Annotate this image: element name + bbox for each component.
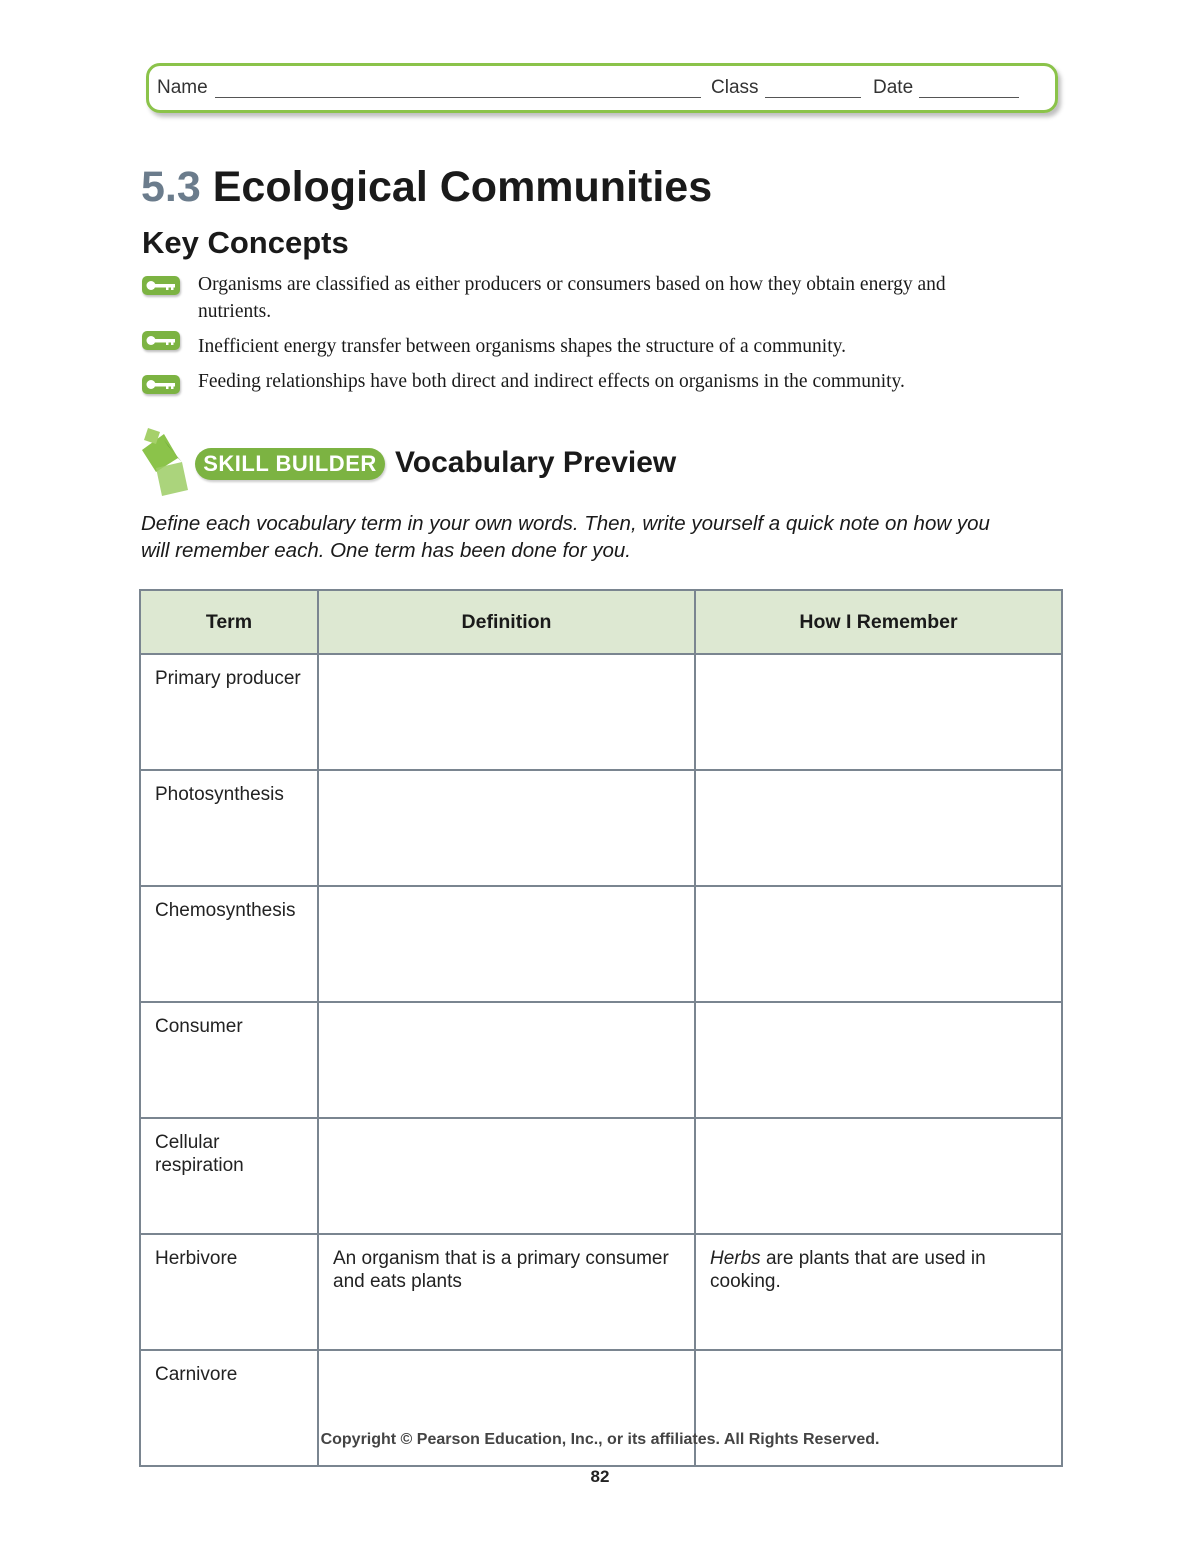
table-row — [140, 654, 1062, 770]
key-icon — [142, 375, 180, 394]
key-icon — [142, 331, 180, 350]
remember-cell — [695, 1234, 1062, 1350]
term-cell: Chemosynthesis — [140, 886, 318, 1002]
remember-cell[interactable] — [695, 886, 1062, 1002]
key-icon — [142, 276, 180, 295]
remember-cell[interactable] — [695, 654, 1062, 770]
table-row — [140, 1234, 1062, 1350]
vocabulary-table — [139, 589, 1063, 1467]
remember-emphasis: Herbs — [710, 1248, 761, 1269]
page-number: 82 — [590, 1467, 610, 1486]
name-label: Name — [157, 77, 208, 98]
name-field[interactable] — [215, 97, 701, 98]
copyright-notice: Copyright © Pearson Education, Inc., or its affiliates. All Rights Reserved. — [320, 1431, 880, 1448]
skill-builder-title: Vocabulary Preview — [395, 446, 677, 479]
term-cell: Cellular respiration — [140, 1118, 318, 1234]
name-class-date-box — [146, 63, 1058, 113]
definition-cell[interactable] — [318, 1002, 695, 1118]
column-header-how-i-remember: How I Remember — [695, 590, 1062, 654]
table-row — [140, 770, 1062, 886]
remember-text: are plants that are used in cooking. — [710, 1248, 986, 1292]
term-cell: Photosynthesis — [140, 770, 318, 886]
column-header-definition: Definition — [318, 590, 695, 654]
table-row — [140, 1002, 1062, 1118]
definition-cell[interactable] — [318, 654, 695, 770]
definition-cell: An organism that is a primary consumer and eats plants — [318, 1234, 695, 1350]
term-cell: Primary producer — [140, 654, 318, 770]
section-title: Ecological Communities — [212, 163, 713, 211]
remember-cell[interactable] — [695, 1002, 1062, 1118]
key-concepts-heading: Key Concepts — [142, 225, 349, 260]
column-header-term: Term — [140, 590, 318, 654]
instructions: Define each vocabulary term in your own words. Then, write yourself a quick note on how you will remember each. One term has been done for you. — [141, 512, 990, 562]
skill-builder-badge: SKILL BUILDER — [195, 448, 385, 480]
term-cell: Consumer — [140, 1002, 318, 1118]
definition-cell[interactable] — [318, 770, 695, 886]
key-concept-text: Organisms are classified as either producers or consumers based on how they obtain energy and nutrients. — [198, 274, 946, 322]
key-concept-text: Inefficient energy transfer between organisms shapes the structure of a community. — [198, 336, 846, 357]
date-label: Date — [873, 77, 914, 98]
section-number: 5.3 — [141, 163, 201, 211]
definition-cell[interactable] — [318, 886, 695, 1002]
date-field[interactable] — [919, 97, 1019, 98]
definition-cell[interactable] — [318, 1118, 695, 1234]
page-title — [141, 163, 712, 212]
table-row — [140, 886, 1062, 1002]
class-field[interactable] — [765, 97, 861, 98]
table-header-row — [140, 590, 1062, 654]
term-cell: Carnivore — [140, 1350, 318, 1466]
key-concept-text: Feeding relationships have both direct and indirect effects on organisms in the community. — [198, 371, 905, 392]
remember-cell[interactable] — [695, 1118, 1062, 1234]
table-row — [140, 1118, 1062, 1234]
remember-cell[interactable] — [695, 770, 1062, 886]
class-label: Class — [711, 77, 759, 98]
term-cell: Herbivore — [140, 1234, 318, 1350]
skill-builder-icon — [138, 428, 194, 505]
